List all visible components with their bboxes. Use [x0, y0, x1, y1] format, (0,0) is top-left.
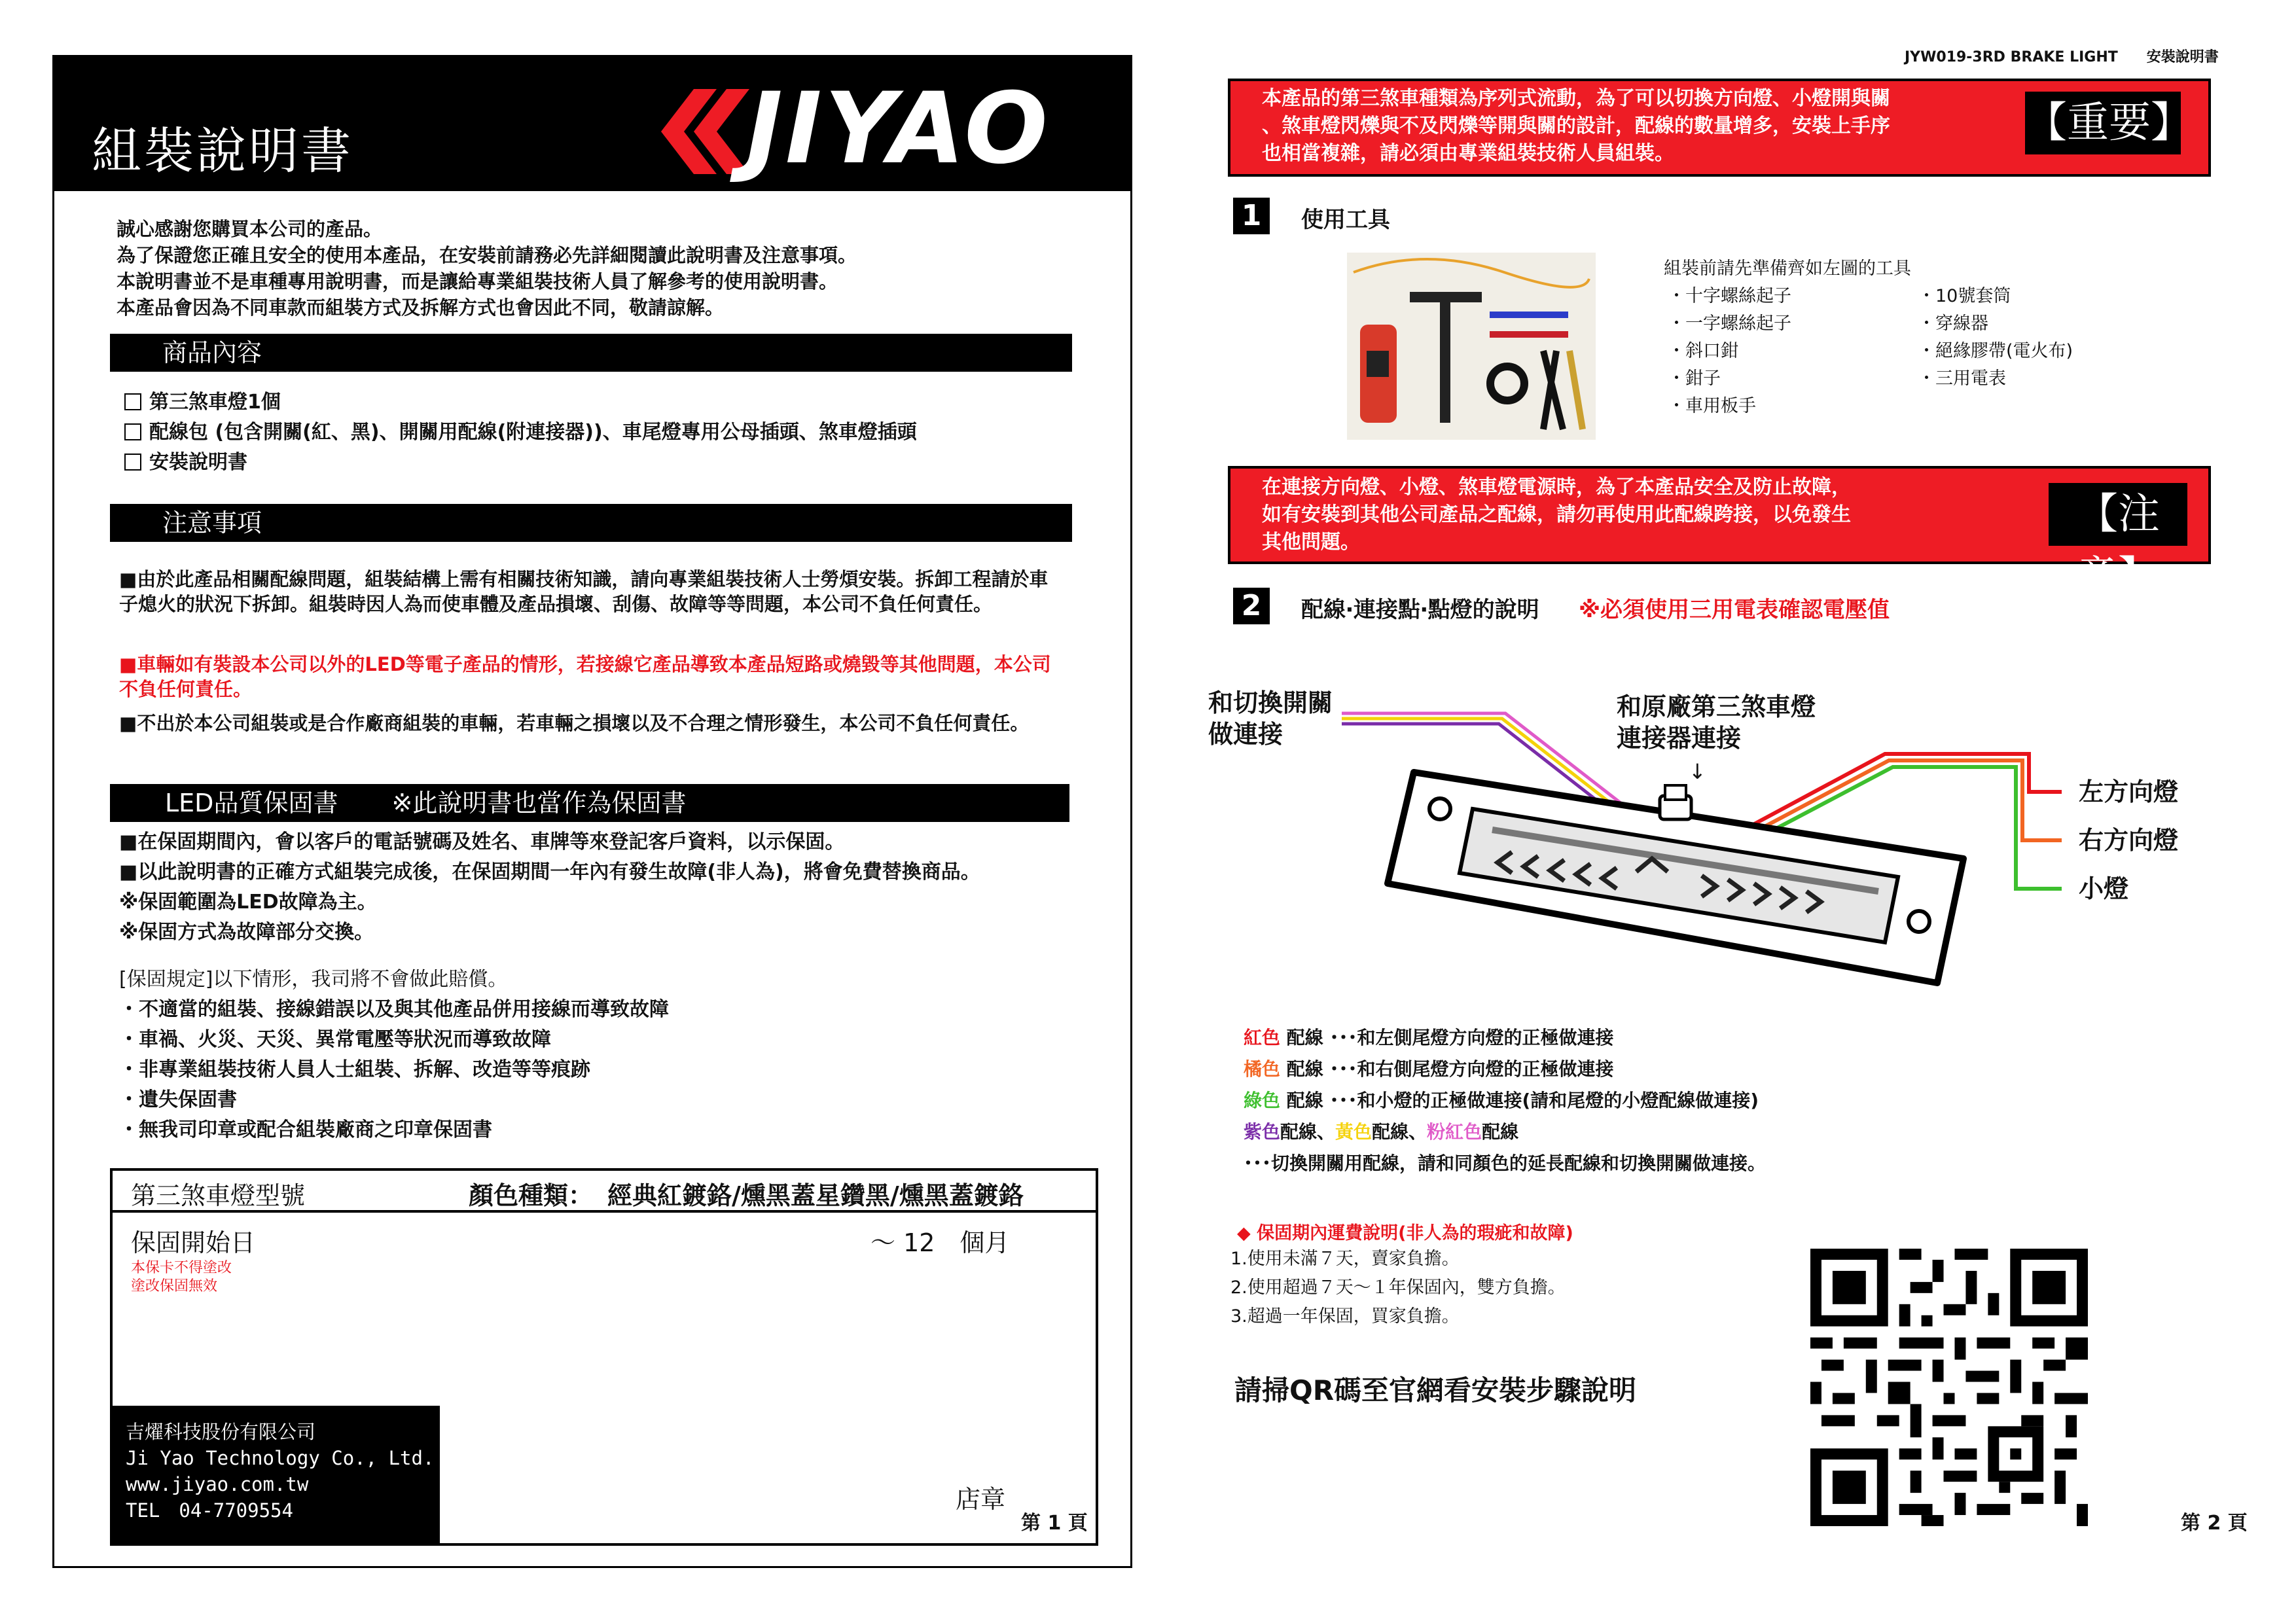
checkbox-icon: [124, 393, 141, 410]
rule-item: ・非專業組裝技術人員人士組裝、拆解、改造等等痕跡: [119, 1058, 590, 1081]
company-name-en: Ji Yao Technology Co., Ltd.: [126, 1447, 435, 1469]
tool-item: ・10號套筒: [1918, 286, 2011, 306]
important-tag: 【重要】: [2025, 92, 2181, 154]
page-number: 第 2 頁: [2181, 1512, 2248, 1535]
tools-intro: 組裝前請先準備齊如左圖的工具: [1664, 259, 1911, 279]
model-label: 第三煞車燈型號: [131, 1181, 306, 1210]
rule-item: ・無我司印章或配合組裝廠商之印章保固書: [119, 1118, 492, 1141]
section-title: 配線‧連接點‧點燈的說明: [1301, 597, 1539, 623]
warranty-line: ※保固範圍為LED故障為主。: [119, 891, 377, 914]
important-line: 本產品的第三煞車種類為序列式流動，為了可以切換方向燈、小燈開與關: [1262, 87, 1890, 110]
oem-label-line: 和原廠第三煞車燈: [1617, 692, 1816, 721]
tool-item: ・鉗子: [1668, 368, 1721, 389]
tool-item: ・絕緣膠帶(電火布): [1918, 341, 2073, 361]
shipping-title: ◆ 保固期內運費說明(非人為的瑕疵和故障): [1237, 1223, 1573, 1243]
shipping-item: 2.使用超過７天～１年保固內，雙方負擔。: [1230, 1277, 1566, 1298]
notice-2: ■車輛如有裝設本公司以外的LED等電子產品的情形，若接線它產品導致本產品短路或燒毀等其他問題，本公司不負任何責任。: [119, 653, 1051, 700]
right-turn-label: 右方向燈: [2079, 826, 2179, 855]
caution-text: [1262, 474, 1851, 556]
tool-item: ・斜口鉗: [1668, 341, 1738, 361]
tools-column-1: [1668, 283, 1791, 420]
stamp-label: 店章: [956, 1485, 1006, 1514]
section-warning: ※必須使用三用電表確認電壓值: [1579, 597, 1890, 623]
intro-line: 本產品會因為不同車款而組裝方式及拆解方式也會因此不同，敬請諒解。: [117, 296, 725, 319]
void-note: 本保卡不得塗改: [131, 1260, 232, 1276]
jiyao-logo: [648, 72, 1119, 186]
section-number: 1: [1233, 198, 1270, 234]
color-label: 顏色種類：: [469, 1181, 594, 1210]
tool-item: ・車用板手: [1668, 396, 1756, 416]
company-info: [126, 1419, 434, 1524]
page-two-header: JYW019-3RD BRAKE LIGHT 安裝說明書: [1905, 49, 2219, 65]
company-website: www.jiyao.com.tw: [126, 1473, 309, 1495]
tool-item: ・十字螺絲起子: [1668, 286, 1791, 306]
logo-chevron-icon: [648, 82, 753, 187]
rule-item: ・遺失保固書: [119, 1088, 237, 1111]
wire-color-name: 黃色: [1335, 1121, 1372, 1143]
switch-wire-desc: ･･･切換開關用配線，請和同顏色的延長配線和切換開關做連接。: [1244, 1152, 1767, 1174]
tools-photo-icon: [1347, 253, 1596, 440]
warranty-rules: [119, 965, 1101, 1145]
wire-item: 綠色 配線 ･･･和小燈的正極做連接(請和尾燈的小燈配線做連接): [1244, 1090, 1759, 1111]
logo-text: JIYAO: [746, 72, 1050, 186]
switch-label-line: 和切換開關: [1208, 688, 1333, 717]
tool-item: ・穿線器: [1918, 313, 1988, 334]
company-name: 吉燿科技股份有限公司: [126, 1421, 316, 1443]
warranty-period: ～ 12 個月: [870, 1228, 1010, 1257]
checkbox-icon: [124, 423, 141, 440]
wire-color-name: 綠色: [1244, 1090, 1281, 1111]
section-number: 2: [1233, 588, 1270, 624]
intro-text: [117, 216, 1098, 321]
caution-line: 在連接方向燈、小燈、煞車燈電源時，為了本產品安全及防止故障，: [1262, 476, 1851, 499]
color-options: 經典紅鍍鉻/燻黑蓋星鑽黑/燻黑蓋鍍鉻: [607, 1181, 1024, 1210]
oem-connection-label: [1617, 691, 1816, 754]
warranty-heading: [110, 784, 1069, 822]
notice-1: ■由於此產品相關配線問題，組裝結構上需有相關技術知識，請向專業組裝技術人士勞煩安裝。拆卸工程請於車子熄火的狀況下拆卸。組裝時因人為而使車體及產品損壞、刮傷、故障等等問題，本公司不負任何責任。: [119, 568, 1049, 615]
small-light-label: 小燈: [2079, 874, 2129, 903]
wire-color-name: 紫色: [1244, 1121, 1281, 1143]
notice-3: ■不出於本公司組裝或是合作廠商組裝的車輛，若車輛之損壞以及不合理之情形發生，本公司不負任何責任。: [119, 712, 1030, 734]
wire-item: 紅色 配線 ･･･和左側尾燈方向燈的正極做連接: [1244, 1027, 1614, 1048]
start-date-label: 保固開始日: [131, 1228, 256, 1257]
intro-line: 誠心感謝您購買本公司的產品。: [117, 218, 383, 240]
intro-line: 本說明書並不是車種專用說明書，而是讓給專業組裝技術人員了解參考的使用說明書。: [117, 270, 838, 293]
qr-prompt: 請掃QR碼至官網看安裝步驟說明: [1234, 1374, 1637, 1406]
warranty-line: ■以此說明書的正確方式組裝完成後，在保固期間一年內有發生故障(非人為)，將會免費替換商品。: [119, 861, 980, 883]
left-turn-label: 左方向燈: [2079, 777, 2179, 806]
contents-list: [124, 387, 1106, 478]
switch-label-line: 做連接: [1208, 720, 1283, 749]
rule-item: ・不適當的組裝、接線錯誤以及與其他產品併用接線而導致故障: [119, 998, 669, 1021]
important-line: 也相當複雜，請必須由專業組裝技術人員組裝。: [1262, 142, 1674, 165]
warranty-heading-note: ※此說明書也當作為保固書: [391, 789, 687, 817]
warranty-line: ■在保固期間內，會以客戶的電話號碼及姓名、車牌等來登記客戶資料，以示保固。: [119, 830, 845, 853]
warranty-heading-title: LED品質保固書: [165, 789, 338, 817]
shipping-item: 3.超過一年保固，買家負擔。: [1230, 1306, 1460, 1327]
wire-item: 橘色 配線 ･･･和右側尾燈方向燈的正極做連接: [1244, 1058, 1614, 1080]
contents-item: 配線包 (包含開關(紅、黑)、開關用配線(附連接器))、車尾燈專用公母插頭、煞車燈插頭: [124, 418, 1106, 448]
page-title: 組裝說明書: [92, 122, 353, 180]
notice-heading: 注意事項: [110, 504, 1072, 542]
wire-color-name: 粉紅色: [1427, 1121, 1482, 1143]
contents-item: 第三煞車燈1個: [124, 387, 1106, 418]
caution-line: 如有安裝到其他公司產品之配線，請勿再使用此配線跨接，以免發生: [1262, 503, 1851, 526]
void-note: 塗改保固無效: [131, 1278, 218, 1294]
rule-item: ・車禍、火災、天災、異常電壓等狀況而導致故障: [119, 1028, 551, 1051]
qr-code-icon: [1810, 1249, 2088, 1526]
tool-item: ・三用電表: [1918, 368, 2006, 389]
intro-line: 為了保證您正確且安全的使用本產品，在安裝前請務必先詳細閱讀此說明書及注意事項。: [117, 244, 857, 266]
switch-connection-label: [1208, 687, 1333, 750]
tools-photo: [1347, 253, 1596, 440]
contents-item: 安裝說明書: [124, 448, 1106, 478]
important-line: 、煞車燈閃爍與不及閃爍等開與關的設計，配線的數量增多，安裝上手序: [1262, 115, 1890, 137]
shipping-list: [1230, 1245, 1566, 1331]
caution-tag: 【注意】: [2049, 483, 2187, 546]
switch-wire-item: 紫色配線、黃色配線、粉紅色配線: [1244, 1121, 1519, 1143]
qr-code[interactable]: [1810, 1249, 2088, 1526]
important-text: [1262, 85, 1890, 168]
wire-color-name: 橘色: [1244, 1058, 1281, 1080]
oem-label-line: 連接器連接: [1617, 724, 1742, 753]
warranty-line: ※保固方式為故障部分交換。: [119, 921, 374, 944]
wire-legend: [1244, 1022, 1766, 1179]
contents-heading: 商品內容: [110, 334, 1072, 372]
warranty-lines: [119, 827, 1101, 948]
page-number: 第 1 頁: [1021, 1512, 1088, 1535]
tool-item: ・一字螺絲起子: [1668, 313, 1791, 334]
section-title: 使用工具: [1301, 207, 1390, 233]
shipping-item: 1.使用未滿７天，賣家負擔。: [1230, 1249, 1460, 1269]
arrow-down-icon: ↓: [1689, 759, 1706, 784]
company-phone: TEL 04-7709554: [126, 1499, 293, 1522]
caution-line: 其他問題。: [1262, 531, 1360, 554]
rules-intro: [保固規定]以下情形，我司將不會做此賠償。: [119, 968, 508, 991]
wire-color-name: 紅色: [1244, 1027, 1281, 1048]
checkbox-icon: [124, 454, 141, 471]
tools-column-2: [1918, 283, 2073, 393]
